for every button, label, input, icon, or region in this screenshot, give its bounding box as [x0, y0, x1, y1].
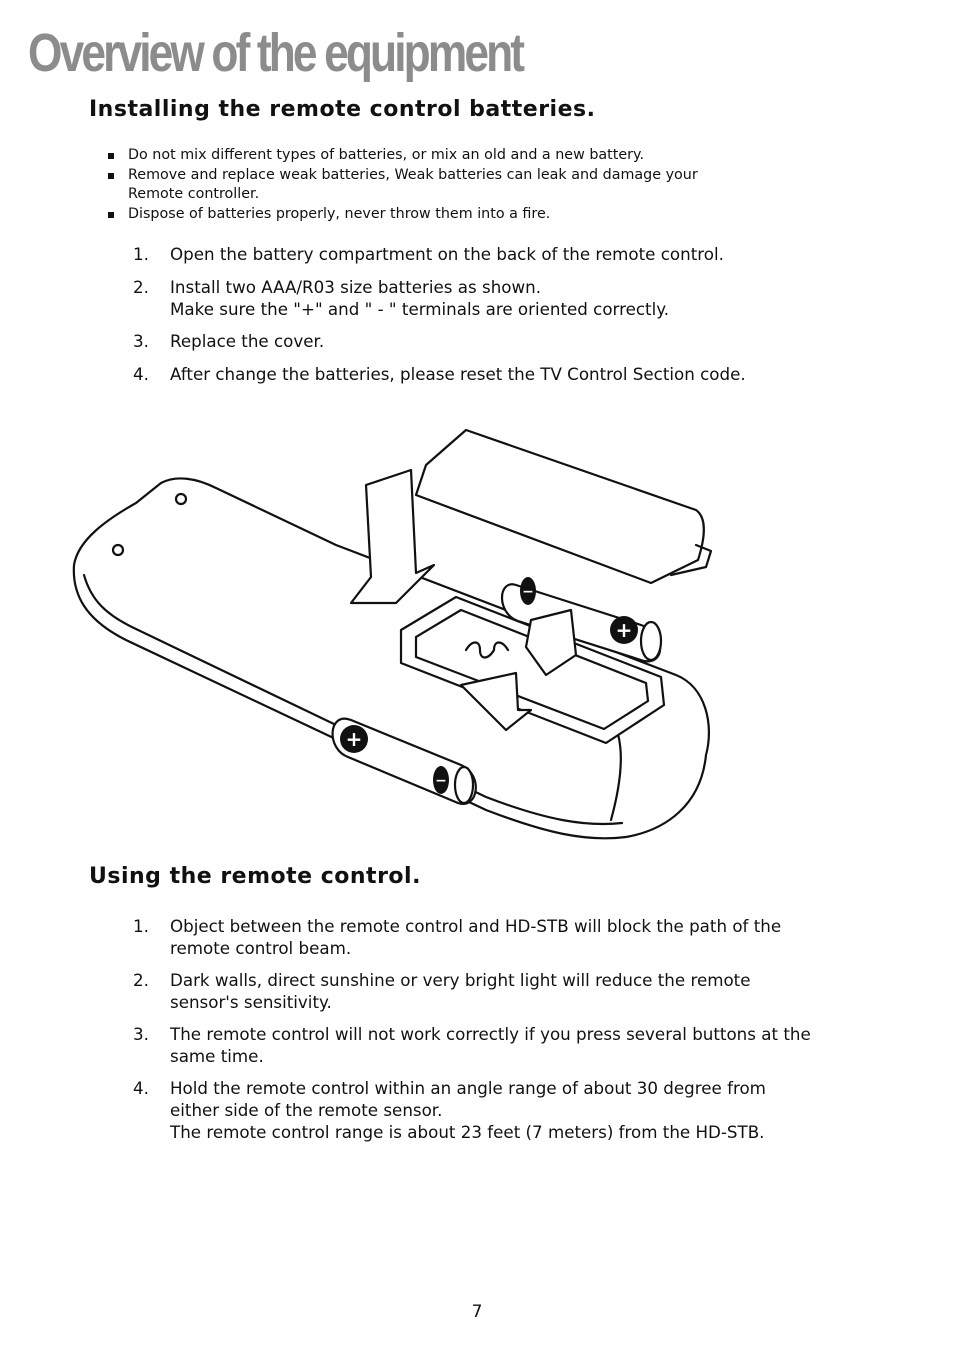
list-item: 3. The remote control will not work correctly if you press several buttons at the same time.	[133, 1024, 811, 1066]
list-item: 3. Replace the cover.	[133, 331, 325, 351]
remote-hole	[176, 494, 186, 504]
list-item: Do not mix different types of batteries, or mix an old and a new battery.	[106, 146, 866, 166]
usage-steps-list	[133, 915, 893, 1143]
list-item: Dispose of batteries properly, never throw them into a fire.	[106, 205, 866, 225]
page-number: 7	[471, 1302, 483, 1322]
page-title: Overview of the equipment	[28, 23, 523, 83]
list-item: 1. Open the battery compartment on the back of the remote control.	[133, 244, 724, 264]
remote-hole	[113, 545, 123, 555]
battery-plus-label: +	[345, 727, 363, 751]
list-item: 2. Install two AAA/R03 size batteries as shown. Make sure the "+" and " - " terminals are oriented correctly.	[133, 277, 670, 319]
remote-battery-illustration	[66, 425, 716, 850]
battery-terminal	[641, 622, 661, 660]
battery-plus-label: +	[615, 618, 633, 642]
list-item: Remove and replace weak batteries, Weak batteries can leak and damage your Remote controller.	[106, 166, 866, 205]
list-item: 4. After change the batteries, please reset the TV Control Section code.	[133, 364, 746, 384]
battery-minus-label: −	[522, 584, 534, 600]
battery-minus-label: −	[435, 773, 447, 789]
battery-warnings-list	[106, 146, 866, 224]
battery-cover	[416, 430, 704, 583]
section-heading-installing-batteries: Installing the remote control batteries.	[89, 97, 596, 122]
install-steps-list	[133, 243, 893, 385]
list-item: 4. Hold the remote control within an angle range of about 30 degree from either side of the remote sensor. The remote control range is about 23 feet (7 meters) from the HD-STB.	[133, 1078, 766, 1142]
list-item: 2. Dark walls, direct sunshine or very bright light will reduce the remote sensor's sensitivity.	[133, 970, 751, 1012]
battery-terminal	[455, 767, 473, 803]
section-heading-using-remote: Using the remote control.	[89, 864, 421, 889]
list-item: 1. Object between the remote control and HD-STB will block the path of the remote control beam.	[133, 916, 782, 958]
